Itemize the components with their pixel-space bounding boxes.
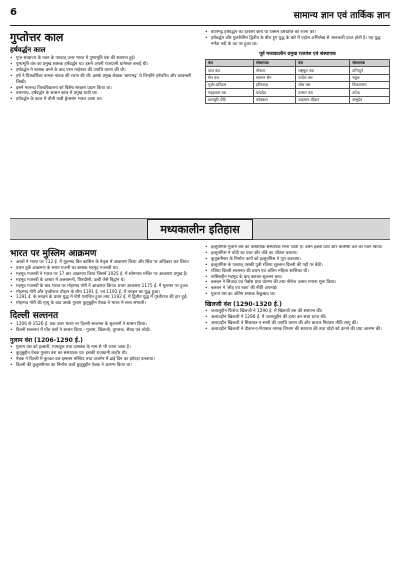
section-heading-delhi: दिल्ली सल्तनत [10,311,59,322]
upper-section [10,30,390,214]
banner-title: मध्यकालीन इतिहास [147,219,252,240]
section-heading-muslim: भारत पर मुस्लिम आक्रमण [10,249,97,259]
page [0,6,400,566]
section-heading-gupta: गुप्तोत्तर काल [10,31,64,44]
page-number: 6 [10,7,17,18]
muslim-bullet-list [10,260,195,307]
list-item: • गुप्त साम्राज्य के पतन के पश्चात् उत्तर भारत में पुष्यभूति वंश की स्थापना हुई। [10,56,195,62]
page-header [10,6,390,26]
table-cell: वासुदेव [350,96,390,103]
table-cell: परमार वंश [296,89,350,96]
list-item: • मोहम्मद गोरी और पृथ्वीराज चौहान के बीच 1191 ई. एवं 1192 ई. में तराइन का युद्ध हुआ। [10,290,195,296]
list-item: • दिल्ली की कुतुबमीनार का निर्माण कार्य कुतुबुद्दीन ऐबक ने आरम्भ किया था। [10,363,195,369]
section-banner [10,218,390,240]
dynasty-table [205,59,390,104]
table-cell: सेन वंश [206,74,254,81]
ghulam-bullet-list [10,345,195,369]
table-cell: हरिश्चन्द्र [253,81,295,88]
list-item: • मोहम्मद गोरी की मृत्यु के बाद उसके गुलाम कुतुबुद्दीन ऐबक ने भारत में सत्ता संभाली। [10,301,195,307]
delhi-bullet-list [10,322,195,334]
gupta-bullet-list [10,56,195,103]
list-item: • रजिया दिल्ली सल्तनत की प्रथम एवं अंतिम महिला शासिका थी। [205,269,390,275]
right-lower-bullet-list [205,245,390,298]
list-item: • इल्तुतमिश के पश्चात् उसकी पुत्री रजिया सुल्तान दिल्ली की गद्दी पर बैठी। [205,263,390,269]
list-item: • अलाउद्दीन खिलजी ने सिकन्दर-ए-सानी की उपाधि धारण की और बाजार नियंत्रण नीति लागू की। [205,321,390,327]
list-item: • बाणभट्ट हर्षवर्द्धन का दरबारी कवि था जिसने हर्षचरित की रचना की। [205,30,390,36]
table-row [206,89,390,96]
list-item: • अलाउद्दीन खिलजी ने दीवान-ए-रियासत नामक विभाग की स्थापना की तथा घोड़ों को दागने की प्रथा आरम्भ की। [205,327,390,333]
table-cell: नन्नुक [350,74,390,81]
list-item: • बलबन ने सिजदा एवं पैबोस प्रथा प्रारम्भ की तथा नौरोज उत्सव मनाना शुरू किया। [205,280,390,286]
table-cell: दन्तिदुर्ग [350,67,390,74]
table-cell: गोपाल [253,67,295,74]
table-cell: चन्देल वंश [296,74,350,81]
table-row [206,74,390,81]
list-item: • महमूद गजनवी ने भारत पर 17 बार आक्रमण किया जिसमें 1025 ई. में सोमनाथ मन्दिर पर आक्रमण प्रमुख है। [10,272,195,278]
right-column-top [205,30,390,214]
table-row [206,67,390,74]
table-cell: चन्द्रदेव [253,89,295,96]
list-item: • कुतुबमीनार के निर्माण कार्य को इल्तुतमिश ने पूरा करवाया। [205,257,390,263]
list-item: • पुष्यभूति वंश का प्रमुख शासक हर्षवर्द्धन था। इसने अपनी राजधानी थानेश्वर बनाई थी। [10,62,195,68]
list-item: • बलबन ने 'लौह एवं रक्त' की नीति अपनाई। [205,286,390,292]
list-item: • हर्षवर्द्धन के काल में चीनी यात्री ह्वेनसांग भारत आया था। [10,97,195,103]
running-title: सामान्य ज्ञान एवं तार्किक ज्ञान [293,11,390,21]
khilji-bullet-list [205,309,390,333]
table-row [206,96,390,103]
table-cell: पाल वंश [206,67,254,74]
table-header: वंश [206,59,254,66]
subheading-ghulam: गुलाम वंश (1206-1290 ई.) [10,337,83,345]
table-cell: चोल वंश [296,81,350,88]
table-cell: विजयालय [350,81,390,88]
list-item: • 1191 ई. के तराइन के प्रथम युद्ध में गोरी पराजित हुआ तथा 1192 ई. में द्वितीय युद्ध में पृथ्वीराज की हार हुई। [10,295,195,301]
table-cell: सामन्त सेन [253,74,295,81]
list-item: • गुलाम वंश का अंतिम शासक कैकुबाद था। [205,292,390,298]
subheading-khilji: खिलजी वंश (1290-1320 ई.) [205,301,282,309]
list-item: • ऐबक ने दिल्ली में कुव्वत-उल-इस्लाम मस्जिद तथा अजमेर में ढाई दिन का झोपड़ा बनवाया। [10,357,195,363]
right-top-bullet-list [205,30,390,48]
list-item: • महमूद गजनवी के बाद भारत पर मोहम्मद गोरी ने आक्रमण किया। प्रथम आक्रमण 1175 ई. में मुल्तान पर हुआ। [10,284,195,290]
list-item: • अलाउद्दीन खिलजी ने 1296 ई. में जलालुद्दीन की हत्या कर सत्ता प्राप्त की। [205,315,390,321]
table-header: वंश [296,59,350,66]
subheading-harsha: हर्षवर्द्धन काल [10,46,46,54]
table-cell: राष्ट्रकूट वंश [296,67,350,74]
table-header-row [206,59,390,66]
list-item: • प्रथम तुर्क आक्रमण के समय गजनी का शासक महमूद गजनवी था। [10,266,195,272]
list-item: • अरबों ने भारत पर 712 ई. में मुहम्मद बिन कासिम के नेतृत्व में आक्रमण किया और सिंध पर अधिकार कर लिया। [10,260,195,266]
list-item: • 1206 से 1526 ई. तक उत्तर भारत पर दिल्ली सल्तनत के सुल्तानों ने शासन किया। [10,322,195,328]
lower-section [10,245,390,562]
table-header: संस्थापक [253,59,295,66]
list-item: • हर्ष ने प्रियदर्शिका नामक नाटक की रचना की थी। इसके प्रमुख लेखक 'बाणभट्ट' थे जिन्होंने हर्षचरित और कादम्बरी लिखी। [10,74,195,86]
table-cell: गुर्जर-प्रतिहार [206,81,254,88]
list-item: • नासिरुद्दीन महमूद के बाद बलबन सुल्तान बना। [205,275,390,281]
dynasty-table-title: पूर्व मध्यकालीन प्रमुख राजवंश एवं संस्थापक [259,51,336,57]
table-cell: कोक्कल [253,96,295,103]
list-item: • तारानाथ, हर्षवर्द्धन के शासन काल में प्रमुख यात्री था। [10,91,195,97]
list-item: • गुलाम वंश को इल्बारी, मामलूक तथा दासवंश के नाम से भी जाना जाता है। [10,345,195,351]
left-column-bottom [10,245,195,562]
table-header: संस्थापक [350,59,390,66]
list-item: • इल्तुतमिश गुलाम वंश का वास्तविक संस्थापक माना जाता है। उसने इक्ता प्रथा और चालीसा दल का गठन किया। [205,245,390,251]
list-item: • महमूद गजनवी के दरबार में अलबरूनी, फिरदौसी, उत्बी जैसे विद्वान थे। [10,278,195,284]
list-item: • कुतुबुद्दीन ऐबक गुलाम वंश का संस्थापक था। इसकी राजधानी लाहौर थी। [10,351,195,357]
list-item: • इसने नालन्दा विश्वविद्यालय को विशेष संरक्षण प्रदान किया था। [10,86,195,92]
left-column-top [10,30,195,214]
list-item: • दिल्ली सल्तनत में पाँच वंशों ने शासन किया - गुलाम, खिलजी, तुगलक, सैयद एवं लोदी। [10,328,195,334]
table-cell: चाहमान-चौहान [296,96,350,103]
list-item: • हर्षवर्द्धन ने शासक बनने के बाद परम माहेश्वर की उपाधि धारण की थी। [10,68,195,74]
right-column-bottom [205,245,390,562]
list-item: • इल्तुतमिश ने चाँदी का टंका और ताँबे का जीतल चलाया। [205,251,390,257]
list-item: • जलालुद्दीन फिरोज खिलजी ने 1290 ई. में खिलजी वंश की स्थापना की। [205,309,390,315]
table-row [206,81,390,88]
table-cell: उपेन्द्र [350,89,390,96]
table-cell: कलचुरि-चेदि [206,96,254,103]
list-item: • हर्षवर्द्धन और पुलकेशिन द्वितीय के बीच हुए युद्ध के बारे में एहोल अभिलेख से जानकारी प्राप्त होती है। यह युद्ध नर्मदा नदी के तट पर हुआ था। [205,36,390,48]
table-cell: गहड़वाल वंश [206,89,254,96]
